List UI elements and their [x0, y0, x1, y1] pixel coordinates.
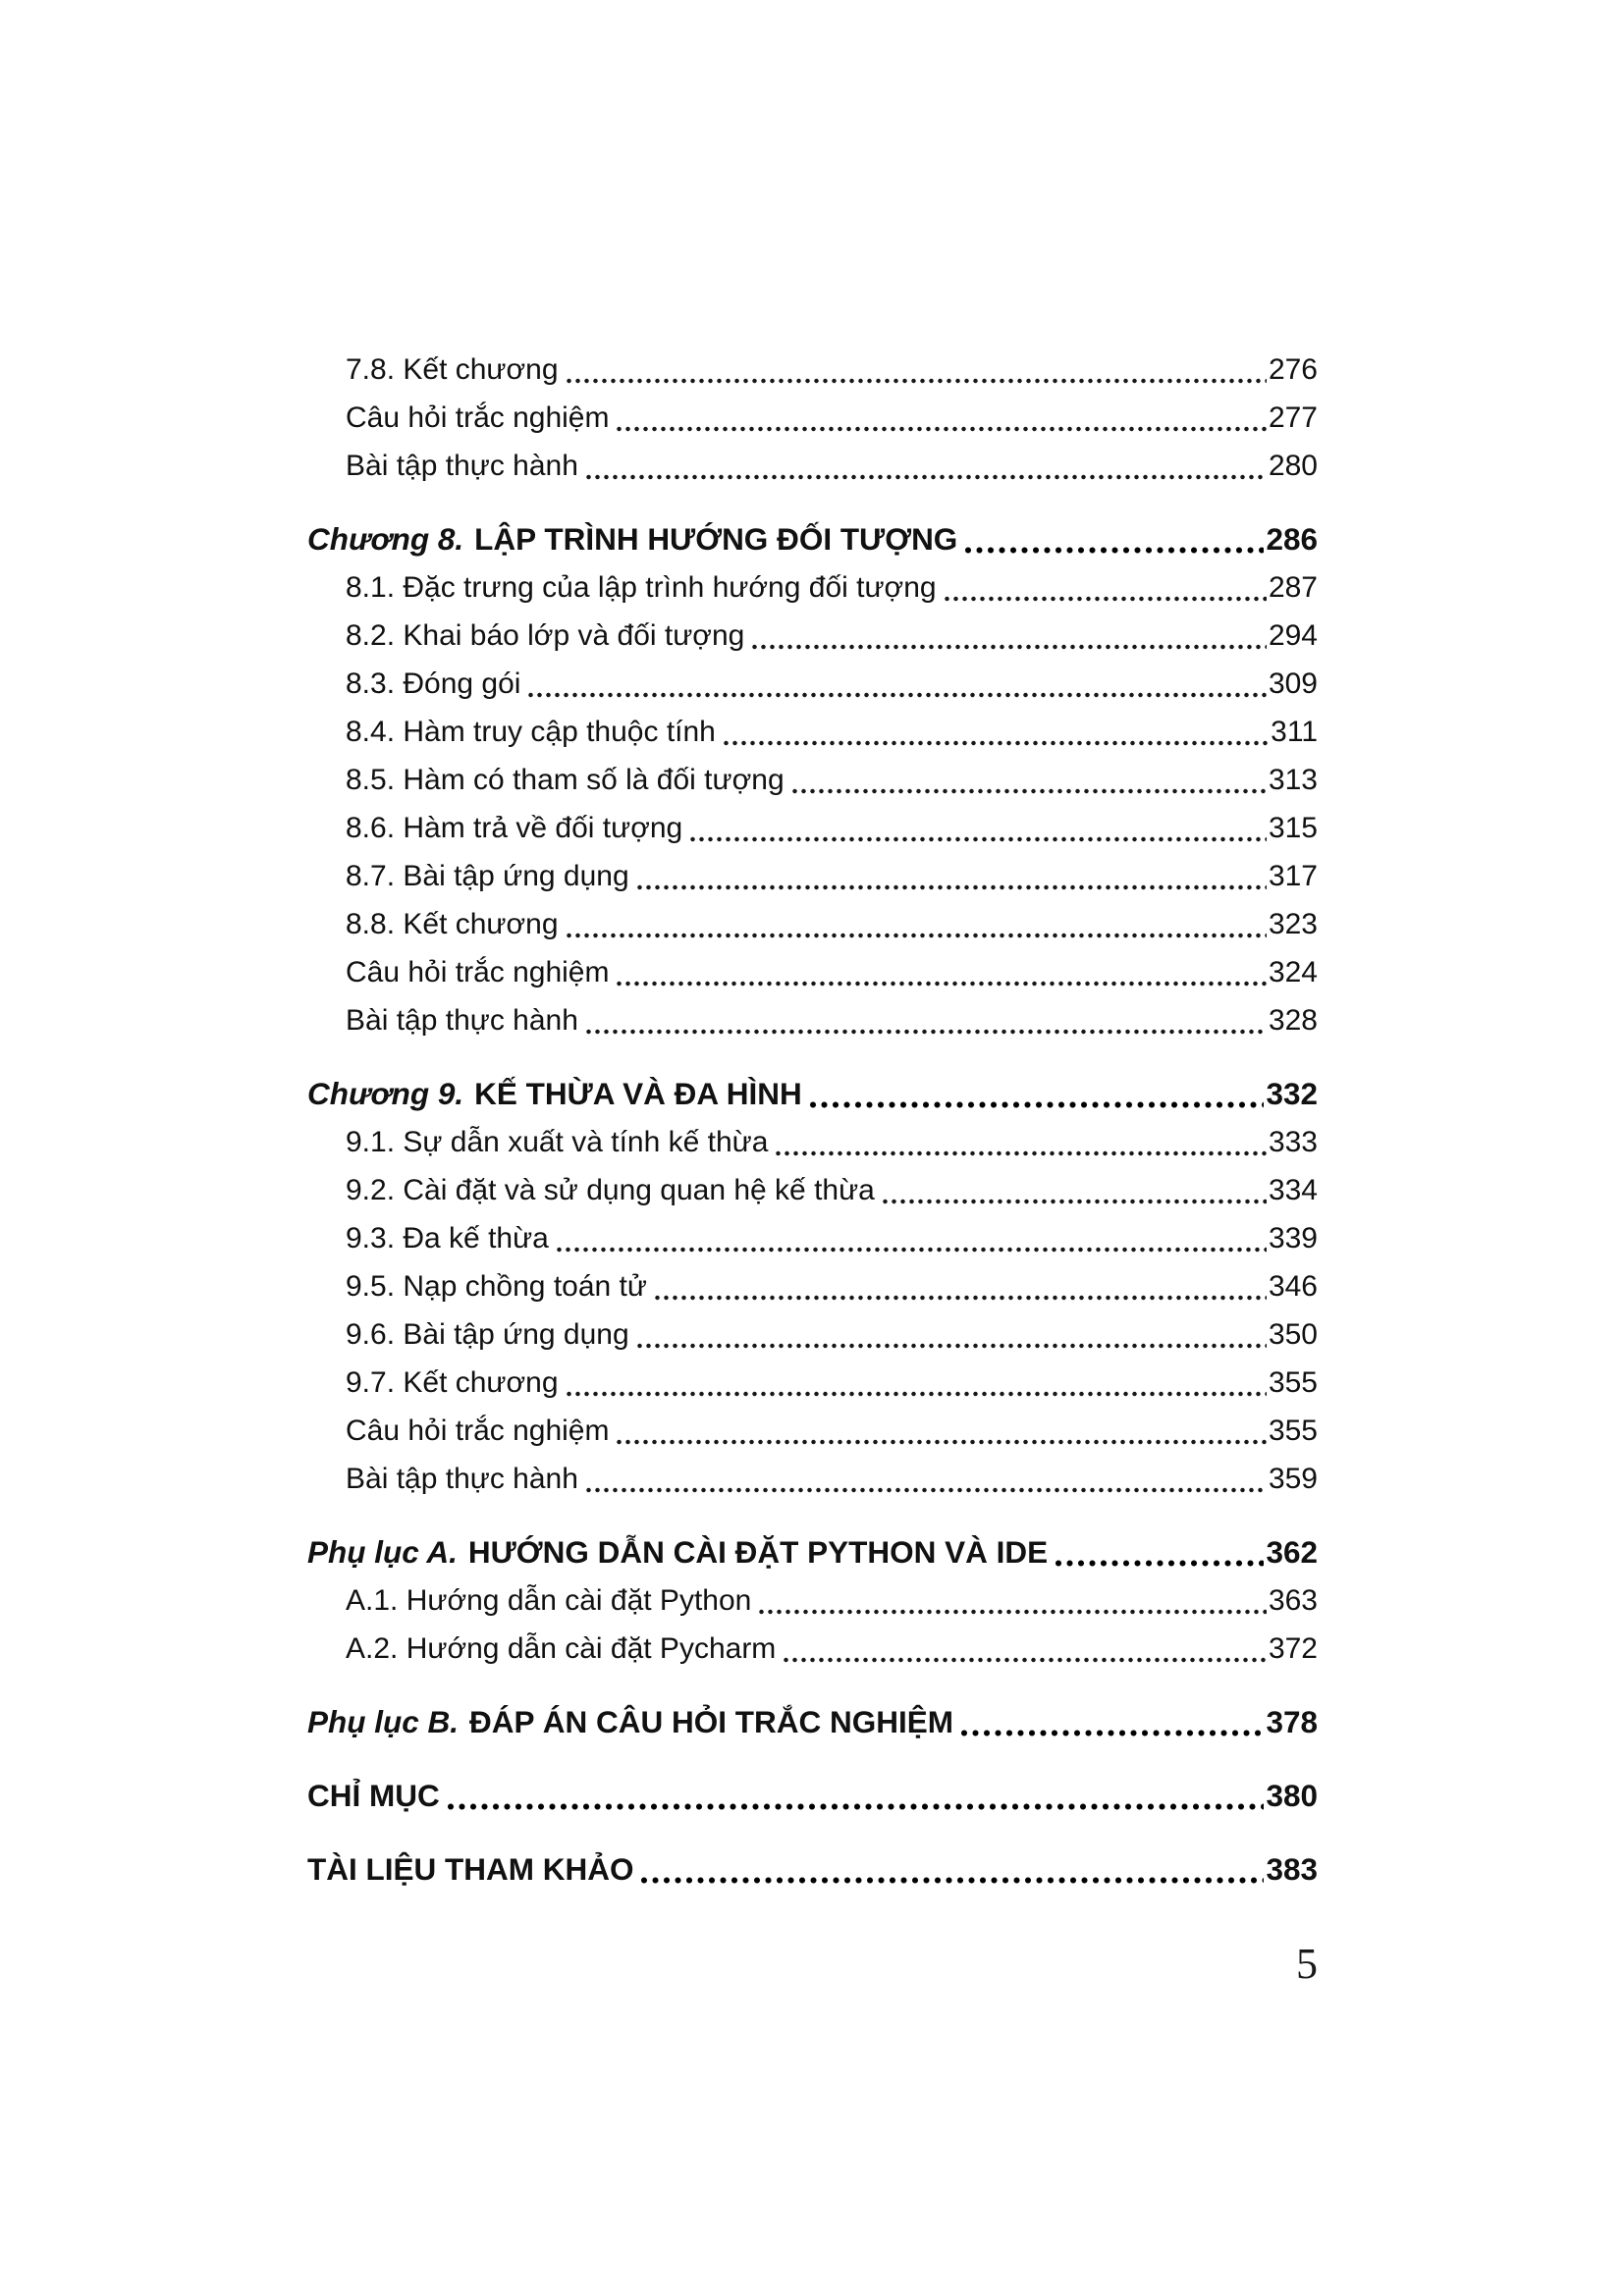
dot-leader-line: [965, 545, 1264, 556]
page-number: 5: [1296, 1940, 1318, 1988]
entry-title: A.2. Hướng dẫn cài đặt Pycharm: [346, 1632, 777, 1665]
entry-title: Câu hỏi trắc nghiệm: [346, 401, 610, 434]
entry-prefix: Chương 8.: [307, 521, 464, 557]
toc-entry: [307, 515, 1318, 563]
entry-page-number: 362: [1266, 1534, 1318, 1570]
entry-page-number: 294: [1268, 619, 1318, 652]
entry-title: 8.4. Hàm truy cập thuộc tính: [346, 716, 716, 748]
toc-entry: [346, 996, 1318, 1044]
entry-page-number: 313: [1268, 764, 1318, 796]
toc-entry: [346, 1166, 1318, 1214]
entry-title: 9.6. Bài tập ứng dụng: [346, 1318, 629, 1351]
entry-title: Câu hỏi trắc nghiệm: [346, 956, 610, 988]
entry-page-number: 286: [1266, 521, 1318, 557]
entry-page-number: 277: [1268, 401, 1318, 434]
toc-entry: [346, 1214, 1318, 1262]
entry-prefix: Phụ lục B.: [307, 1704, 460, 1739]
toc-entry: [346, 1455, 1318, 1503]
toc-entry: [346, 1118, 1318, 1166]
dot-leader-line: [637, 1341, 1267, 1351]
toc-entry: [307, 1698, 1318, 1746]
toc-entry: [346, 1359, 1318, 1407]
dot-leader-line: [641, 1875, 1264, 1886]
dot-leader-line: [586, 472, 1267, 482]
toc-entry: [346, 756, 1318, 804]
dot-leader-line: [586, 1485, 1267, 1495]
dot-leader-line: [792, 786, 1267, 796]
entry-title: 9.3. Đa kế thừa: [346, 1222, 549, 1255]
dot-leader-line: [448, 1801, 1265, 1812]
toc-entry: [346, 1310, 1318, 1359]
toc-list: [0, 346, 1624, 1894]
toc-entry: [346, 900, 1318, 948]
toc-entry: [346, 948, 1318, 996]
toc-entry: [346, 1576, 1318, 1625]
toc-entry: [307, 1845, 1318, 1894]
entry-page-number: 339: [1268, 1222, 1318, 1255]
dot-leader-line: [784, 1655, 1267, 1665]
entry-title: Bài tập thực hành: [346, 1004, 578, 1037]
toc-entry: [346, 612, 1318, 660]
entry-title: LẬP TRÌNH HƯỚNG ĐỐI TƯỢNG: [474, 521, 958, 557]
entry-page-number: 350: [1268, 1318, 1318, 1351]
dot-leader-line: [690, 834, 1267, 844]
entry-title: ĐÁP ÁN CÂU HỎI TRẮC NGHIỆM: [469, 1704, 953, 1739]
dot-leader-line: [617, 979, 1266, 988]
entry-page-number: 276: [1268, 353, 1318, 386]
entry-page-number: 309: [1268, 667, 1318, 700]
entry-page-number: 363: [1268, 1584, 1318, 1617]
entry-title: 9.2. Cài đặt và sử dụng quan hệ kế thừa: [346, 1174, 875, 1206]
entry-page-number: 333: [1268, 1126, 1318, 1158]
entry-title: TÀI LIỆU THAM KHẢO: [307, 1851, 634, 1887]
toc-entry: [346, 804, 1318, 852]
entry-page-number: 280: [1268, 450, 1318, 482]
dot-leader-line: [961, 1728, 1264, 1738]
entry-title: Bài tập thực hành: [346, 450, 578, 482]
dot-leader-line: [759, 1607, 1267, 1617]
entry-title: 9.5. Nạp chồng toán tử: [346, 1270, 647, 1303]
entry-title: 8.2. Khai báo lớp và đối tượng: [346, 619, 745, 652]
toc-entry: [346, 852, 1318, 900]
toc-entry: [346, 1625, 1318, 1673]
dot-leader-line: [637, 882, 1267, 892]
toc-entry: [346, 442, 1318, 490]
entry-title: 9.7. Kết chương: [346, 1366, 559, 1399]
entry-page-number: 334: [1268, 1174, 1318, 1206]
entry-page-number: 372: [1268, 1632, 1318, 1665]
entry-page-number: 328: [1268, 1004, 1318, 1037]
entry-title: Câu hỏi trắc nghiệm: [346, 1415, 610, 1447]
entry-title: 7.8. Kết chương: [346, 353, 559, 386]
entry-page-number: 317: [1268, 860, 1318, 892]
dot-leader-line: [617, 424, 1266, 434]
dot-leader-line: [724, 738, 1269, 748]
toc-entry: [346, 1407, 1318, 1455]
dot-leader-line: [1056, 1558, 1264, 1569]
dot-leader-line: [617, 1437, 1266, 1447]
entry-page-number: 383: [1266, 1851, 1318, 1887]
entry-page-number: 355: [1268, 1415, 1318, 1447]
dot-leader-line: [810, 1099, 1265, 1110]
entry-prefix: Chương 9.: [307, 1076, 464, 1111]
toc-entry: [346, 660, 1318, 708]
entry-title: 9.1. Sự dẫn xuất và tính kế thừa: [346, 1126, 769, 1158]
entry-page-number: 287: [1268, 571, 1318, 604]
entry-title: 8.1. Đặc trưng của lập trình hướng đối tượng: [346, 571, 937, 604]
dot-leader-line: [883, 1197, 1267, 1206]
entry-title: 8.6. Hàm trả về đối tượng: [346, 812, 683, 844]
toc-entry: [346, 708, 1318, 756]
entry-title: HƯỚNG DẪN CÀI ĐẶT PYTHON VÀ IDE: [467, 1534, 1049, 1570]
toc-entry: [307, 1528, 1318, 1576]
dot-leader-line: [655, 1293, 1267, 1303]
entry-page-number: 323: [1268, 908, 1318, 940]
entry-title: 8.5. Hàm có tham số là đối tượng: [346, 764, 785, 796]
dot-leader-line: [567, 931, 1267, 940]
entry-title: 8.8. Kết chương: [346, 908, 559, 940]
dot-leader-line: [776, 1148, 1267, 1158]
entry-title: Bài tập thực hành: [346, 1463, 578, 1495]
entry-title: 8.7. Bài tập ứng dụng: [346, 860, 629, 892]
entry-page-number: 359: [1268, 1463, 1318, 1495]
entry-page-number: 311: [1271, 716, 1318, 748]
toc-entry: [346, 1262, 1318, 1310]
entry-title: KẾ THỪA VÀ ĐA HÌNH: [474, 1076, 802, 1111]
dot-leader-line: [528, 690, 1266, 700]
entry-page-number: 346: [1268, 1270, 1318, 1303]
entry-page-number: 380: [1266, 1778, 1318, 1813]
entry-page-number: 332: [1266, 1076, 1318, 1111]
dot-leader-line: [945, 594, 1267, 604]
entry-page-number: 378: [1266, 1704, 1318, 1739]
dot-leader-line: [752, 642, 1267, 652]
entry-page-number: 324: [1268, 956, 1318, 988]
toc-entry: [307, 1070, 1318, 1118]
entry-title: A.1. Hướng dẫn cài đặt Python: [346, 1584, 752, 1617]
dot-leader-line: [586, 1027, 1267, 1037]
toc-entry: [346, 346, 1318, 394]
dot-leader-line: [557, 1245, 1267, 1255]
entry-page-number: 315: [1268, 812, 1318, 844]
toc-entry: [346, 563, 1318, 612]
toc-entry: [346, 394, 1318, 442]
entry-page-number: 355: [1268, 1366, 1318, 1399]
toc-entry: [307, 1772, 1318, 1820]
entry-title: 8.3. Đóng gói: [346, 667, 521, 700]
entry-prefix: Phụ lục A.: [307, 1534, 458, 1570]
dot-leader-line: [567, 376, 1267, 386]
entry-title: CHỈ MỤC: [307, 1778, 440, 1813]
dot-leader-line: [567, 1389, 1267, 1399]
